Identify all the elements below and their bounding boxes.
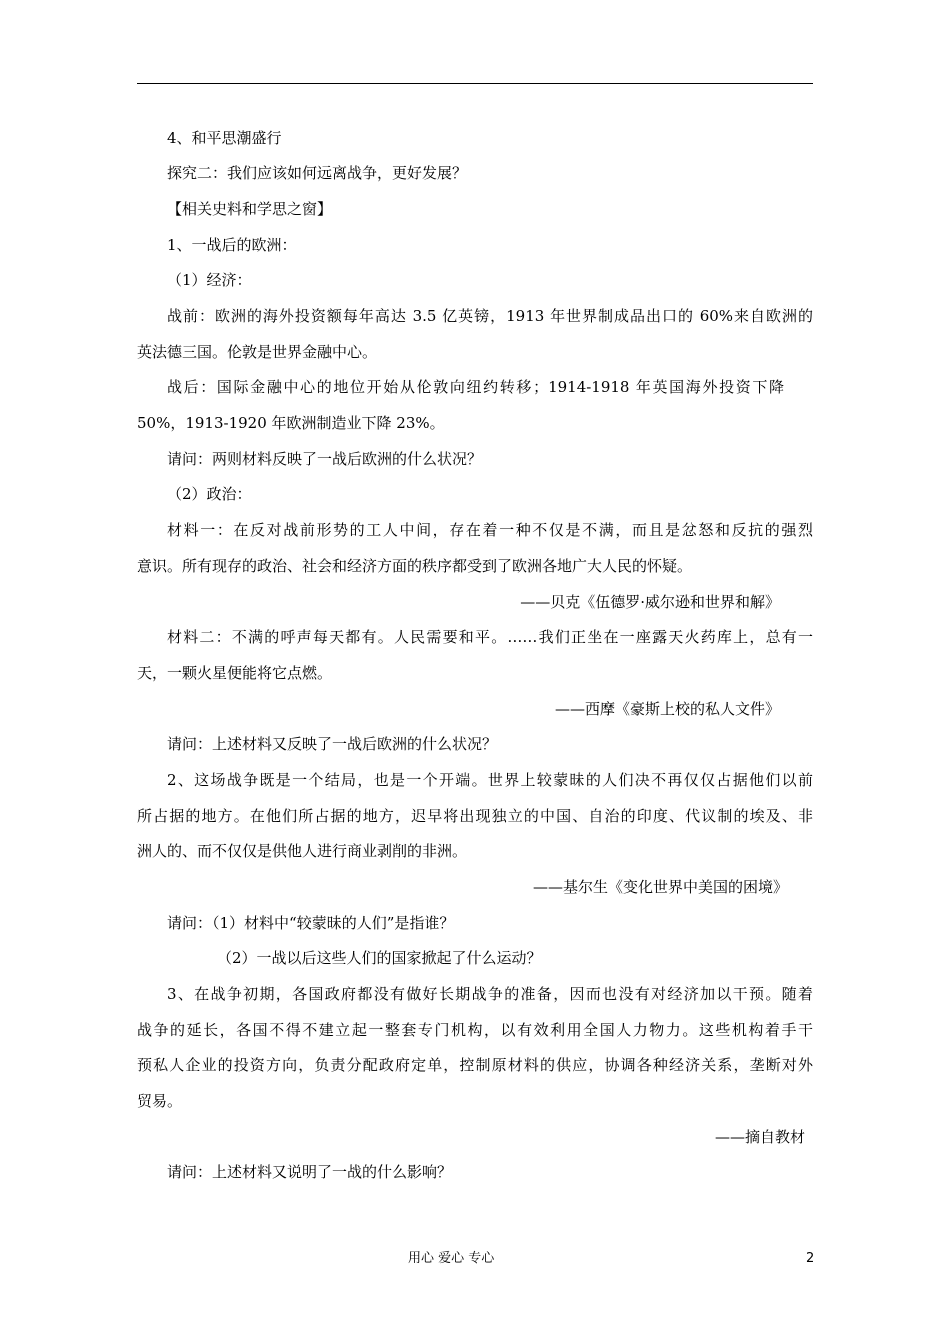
section-heading: 4、和平思潮盛行 bbox=[167, 129, 282, 147]
paragraph-line: 洲人的、而不仅仅是供他人进行商业剥削的非洲。 bbox=[137, 842, 468, 860]
question-line: 请问：（1）材料中“较蒙昧的人们”是指谁？ bbox=[167, 914, 455, 932]
paragraph-line: 3、在战争初期，各国政府都没有做好长期战争的准备，因而也没有对经济加以干预。随着 bbox=[167, 985, 813, 1003]
paragraph-line: 天，一颗火星便能将它点燃。 bbox=[137, 664, 333, 682]
question-line: 请问：上述材料又反映了一战后欧洲的什么状况？ bbox=[167, 735, 498, 753]
paragraph-line: 英法德三国。伦敦是世界金融中心。 bbox=[137, 343, 378, 361]
question-line: （2）一战以后这些人们的国家掀起了什么运动？ bbox=[217, 949, 542, 967]
paragraph-line: 意识。所有现存的政治、社会和经济方面的秩序都受到了欧洲各地广大人民的怀疑。 bbox=[137, 557, 693, 575]
citation: ——贝克《伍德罗·威尔逊和世界和解》 bbox=[520, 593, 780, 611]
sub-heading: （2）政治： bbox=[167, 485, 252, 503]
paragraph-line: 战后：国际金融中心的地位开始从伦敦向纽约转移；1914-1918 年英国海外投资下降 bbox=[167, 378, 784, 396]
paragraph-line: 材料二：不满的呼声每天都有。人民需要和平。……我们正坐在一座露天火药库上，总有一 bbox=[167, 628, 813, 646]
question-line: 请问：上述材料又说明了一战的什么影响？ bbox=[167, 1163, 453, 1181]
paragraph-line: 预私人企业的投资方向，负责分配政府定单，控制原材料的供应，协调各种经济关系，垄断对外 bbox=[137, 1056, 813, 1074]
citation: ——基尔生《变化世界中美国的困境》 bbox=[532, 878, 788, 896]
paragraph-line: 所占据的地方。在他们所占据的地方，迟早将出现独立的中国、自治的印度、代议制的埃及、非 bbox=[137, 807, 813, 825]
citation: ——西摩《豪斯上校的私人文件》 bbox=[554, 700, 780, 718]
header-rule bbox=[137, 83, 813, 84]
paragraph-line: 50%，1913-1920 年欧洲制造业下降 23%。 bbox=[137, 414, 445, 432]
footer-motto: 用心 爱心 专心 bbox=[408, 1251, 495, 1266]
paragraph-line: 2、这场战争既是一个结局，也是一个开端。世界上较蒙昧的人们决不再仅仅占据他们以前 bbox=[167, 771, 813, 789]
citation: ——摘自教材 bbox=[714, 1128, 805, 1146]
sub-heading: （1）经济： bbox=[167, 271, 252, 289]
inquiry-question: 探究二：我们应该如何远离战争，更好发展？ bbox=[167, 164, 468, 182]
materials-heading: 【相关史料和学思之窗】 bbox=[167, 200, 333, 218]
paragraph-line: 战争的延长，各国不得不建立起一整套专门机构，以有效利用全国人力物力。这些机构着手干 bbox=[137, 1021, 813, 1039]
paragraph-line: 贸易。 bbox=[137, 1092, 183, 1110]
page-number: 2 bbox=[806, 1251, 815, 1266]
paragraph-line: 材料一：在反对战前形势的工人中间，存在着一种不仅是不满，而且是忿怒和反抗的强烈 bbox=[167, 521, 813, 539]
question-line: 请问：两则材料反映了一战后欧洲的什么状况？ bbox=[167, 450, 483, 468]
paragraph-line: 战前：欧洲的海外投资额每年高达 3.5 亿英镑，1913 年世界制成品出口的 60%来自欧洲的 bbox=[167, 307, 813, 325]
item-heading: 1、一战后的欧洲： bbox=[167, 236, 297, 254]
